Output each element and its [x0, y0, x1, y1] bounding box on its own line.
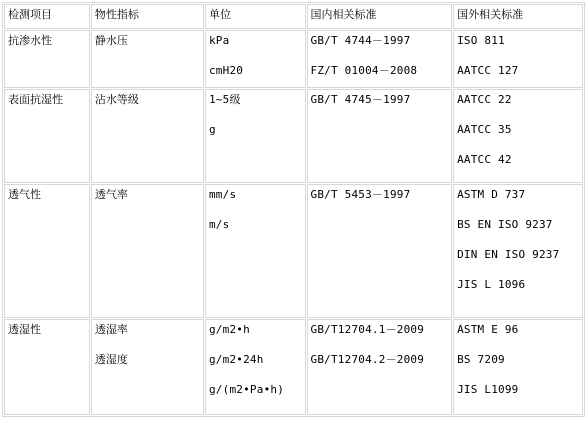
physical-value: 透湿度 [94, 353, 128, 366]
domestic-cell [307, 184, 453, 318]
unit-value: g/m2•24h [208, 353, 264, 366]
domestic-standard: GB/T 4745－1997 [310, 93, 411, 106]
header-physical: 物性指标 [91, 4, 204, 29]
international-standard: BS 7209 [457, 353, 505, 366]
international-cell [453, 89, 583, 183]
international-standard: ASTM E 96 [457, 323, 519, 336]
unit-cell [205, 319, 306, 415]
domestic-standard: GB/T 4744－1997 [310, 34, 411, 47]
international-standard: JIS L1099 [457, 383, 519, 396]
unit-value: g [208, 123, 216, 136]
header-item: 检测项目 [4, 4, 90, 29]
header-domestic: 国内相关标准 [307, 4, 453, 29]
physical-cell [91, 184, 204, 318]
table-row [4, 89, 583, 183]
physical-cell [91, 319, 204, 415]
international-standard: ASTM D 737 [457, 188, 526, 201]
international-standard: JIS L 1096 [457, 278, 526, 291]
international-cell [453, 319, 583, 415]
international-standard: AATCC 22 [457, 93, 512, 106]
table-row [4, 319, 583, 415]
international-standard: AATCC 127 [457, 64, 519, 77]
domestic-standard: FZ/T 01004－2008 [310, 64, 418, 77]
domestic-standard: GB/T 5453－1997 [310, 188, 411, 201]
header-unit: 单位 [205, 4, 306, 29]
international-standard: AATCC 35 [457, 123, 512, 136]
unit-value: mm/s [208, 188, 237, 201]
table-header-row [4, 4, 583, 29]
international-cell [453, 30, 583, 88]
unit-value: cmH20 [208, 64, 244, 77]
unit-value: g/m2•h [208, 323, 250, 336]
standards-table [2, 2, 585, 417]
item-cell: 透气性 [4, 184, 90, 318]
item-cell: 透湿性 [4, 319, 90, 415]
physical-cell [91, 30, 204, 88]
table-row [4, 184, 583, 318]
physical-value: 沾水等级 [94, 93, 139, 106]
unit-value: g/(m2•Pa•h) [208, 383, 285, 396]
unit-cell [205, 89, 306, 183]
physical-value: 透气率 [94, 188, 128, 201]
header-international: 国外相关标准 [453, 4, 583, 29]
international-cell [453, 184, 583, 318]
international-standard: DIN EN ISO 9237 [457, 248, 560, 261]
table-row [4, 30, 583, 88]
unit-value: m/s [208, 218, 230, 231]
international-standard: ISO 811 [457, 34, 505, 47]
domestic-cell [307, 319, 453, 415]
unit-cell [205, 184, 306, 318]
unit-value: kPa [208, 34, 230, 47]
domestic-cell [307, 89, 453, 183]
physical-value: 透湿率 [94, 323, 128, 336]
physical-value: 静水压 [94, 34, 128, 47]
item-cell: 抗渗水性 [4, 30, 90, 88]
international-standard: AATCC 42 [457, 153, 512, 166]
domestic-cell [307, 30, 453, 88]
domestic-standard: GB/T12704.2－2009 [310, 353, 425, 366]
unit-value: 1~5级 [208, 93, 241, 106]
unit-cell [205, 30, 306, 88]
physical-cell [91, 89, 204, 183]
international-standard: BS EN ISO 9237 [457, 218, 553, 231]
item-cell: 表面抗湿性 [4, 89, 90, 183]
domestic-standard: GB/T12704.1－2009 [310, 323, 425, 336]
